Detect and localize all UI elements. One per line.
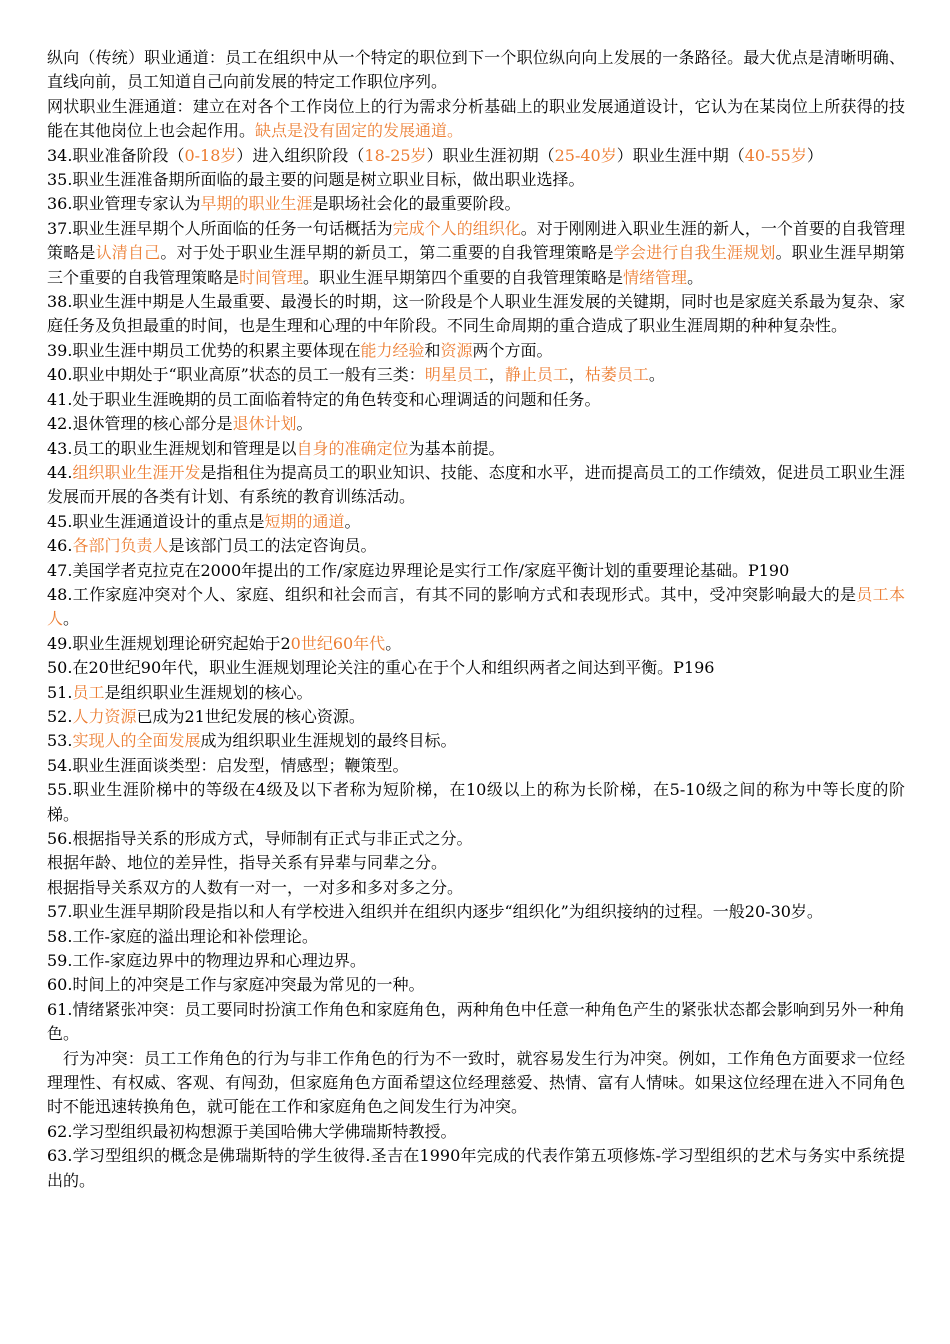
paragraph: [47, 851, 905, 875]
paragraph: [47, 1144, 905, 1193]
text-segment: 是该部门员工的法定咨询员。: [168, 536, 377, 556]
text-segment: 。: [385, 633, 402, 653]
text-segment: 。对于刚刚进入职业生涯的新人，一个首要的自我管理策略是: [47, 218, 905, 263]
text-segment: 两个方面。: [472, 340, 553, 360]
text-segment: ）进入组织阶段（: [236, 145, 365, 165]
highlighted-text: 静止员工: [504, 365, 569, 385]
paragraph: [47, 290, 905, 339]
highlighted-text: 18-25岁: [364, 145, 427, 165]
text-segment: 62.学习型组织最初构想源于美国哈佛大学佛瑞斯特教授。: [47, 1121, 457, 1141]
text-segment: 是指租住为提高员工的职业知识、技能、态度和水平，进而提高员工的工作绩效，促进员工职业生涯发展而开展的各类有计划、有系统的教育训练活动。: [47, 462, 905, 507]
text-segment: 44.: [47, 462, 73, 482]
text-segment: ）职业生涯中期（: [616, 145, 745, 165]
highlighted-text: 0-18岁: [184, 145, 237, 165]
text-segment: 60.时间上的冲突是工作与家庭冲突最为常见的一种。: [47, 975, 425, 995]
paragraph: [47, 192, 905, 216]
text-segment: 38.职业生涯中期是人生最重要、最漫长的时期，这一阶段是个人职业生涯发展的关键期，同时也是家庭关系最为复杂、家庭任务及负担最重的时间，也是生理和心理的中年阶段。不同生命周期的重合造成了职业生涯周期的种种复杂性。: [47, 292, 905, 336]
paragraph: [47, 973, 905, 997]
paragraph: [47, 729, 905, 753]
highlighted-text: 自身的准确定位: [296, 438, 409, 458]
highlighted-text: 人力资源: [72, 706, 137, 726]
paragraph: [47, 876, 905, 900]
text-segment: 58.工作-家庭的溢出理论和补偿理论。: [47, 926, 318, 946]
text-segment: ）: [806, 145, 823, 165]
text-segment: 。: [296, 414, 313, 434]
text-segment: 36.职业管理专家认为: [47, 194, 201, 214]
paragraph: [47, 461, 905, 510]
paragraph: [47, 95, 905, 144]
paragraph: [47, 998, 905, 1047]
text-segment: 43.员工的职业生涯规划和管理是以: [47, 438, 297, 458]
text-segment: 。: [648, 365, 665, 385]
text-segment: 39.职业生涯中期员工优势的积累主要体现在: [47, 340, 361, 360]
highlighted-text: 明星员工: [424, 365, 489, 385]
text-segment: 纵向（传统）职业通道：员工在组织中从一个特定的职位到下一个职位纵向向上发展的一条路径。最大优点是清晰明确、直线向前，员工知道自己向前发展的特定工作职位序列。: [47, 48, 905, 92]
text-segment: 根据年龄、地位的差异性，指导关系有异辈与同辈之分。: [47, 853, 448, 873]
highlighted-text: 缺点是没有固定的发展通道。: [255, 121, 464, 141]
text-segment: 。职业生涯早期第三个重要的自我管理策略是: [47, 243, 905, 287]
text-segment: 55.职业生涯阶梯中的等级在4级及以下者称为短阶梯，在10级以上的称为长阶梯，在5-10级之间的称为中等长度的阶梯。: [47, 780, 905, 824]
paragraph: [47, 510, 905, 534]
highlighted-text: 实现人的全面发展: [72, 731, 201, 751]
paragraph: [47, 46, 905, 95]
text-segment: 51.: [47, 682, 73, 702]
text-segment: 48.工作家庭冲突对个人、家庭、组织和社会而言，有其不同的影响方式和表现形式。其中，受冲突影响最大的是: [47, 584, 857, 604]
highlighted-text: 资源: [440, 340, 473, 360]
highlighted-text: 完成个人的组织化: [392, 218, 521, 238]
paragraph: [47, 144, 905, 168]
text-segment: 54.职业生涯面谈类型：启发型，情感型；鞭策型。: [47, 755, 409, 775]
paragraph: [47, 900, 905, 924]
paragraph: [47, 681, 905, 705]
highlighted-text: 时间管理: [239, 267, 304, 287]
paragraph: [47, 534, 905, 558]
paragraph: [47, 1120, 905, 1144]
text-segment: 成为组织职业生涯规划的最终目标。: [200, 731, 457, 751]
text-segment: 47.美国学者克拉克在2000年提出的工作/家庭边界理论是实行工作/家庭平衡计划的重要理论基础。P190: [47, 560, 790, 580]
text-segment: 。对于处于职业生涯早期的新员工，第二重要的自我管理策略是: [160, 243, 614, 263]
text-segment: 53.: [47, 731, 73, 751]
paragraph: [47, 827, 905, 851]
highlighted-text: 25-40岁: [554, 145, 617, 165]
text-segment: 。: [687, 267, 704, 287]
paragraph: [47, 339, 905, 363]
text-segment: 41.处于职业生涯晚期的员工面临着特定的角色转变和心理调适的问题和任务。: [47, 389, 601, 409]
text-segment: 网状职业生涯通道：建立在对各个工作岗位上的行为需求分析基础上的职业发展通道设计，它认为在某岗位上所获得的技能在其他岗位上也会起作用。: [47, 96, 905, 141]
text-segment: 是组织职业生涯规划的核心。: [104, 682, 313, 702]
paragraph: [47, 632, 905, 656]
text-segment: 52.: [47, 706, 73, 726]
paragraph: [47, 168, 905, 192]
text-segment: 40.职业中期处于“职业高原”状态的员工一般有三类：: [47, 365, 425, 385]
text-segment: 61.情绪紧张冲突：员工要同时扮演工作角色和家庭角色，两种角色中任意一种角色产生的紧张状态都会影响到另外一种角色。: [47, 999, 905, 1044]
text-segment: 45.职业生涯通道设计的重点是: [47, 511, 265, 531]
highlighted-text: 短期的通道: [264, 511, 345, 531]
highlighted-text: 各部门负责人: [72, 536, 169, 556]
text-segment: 37.职业生涯早期个人所面临的任务一句话概括为: [47, 218, 393, 238]
text-segment: ，: [488, 365, 505, 385]
text-segment: 63.学习型组织的概念是佛瑞斯特的学生彼得.圣吉在1990年完成的代表作第五项修炼-学习型组织的艺术与务实中系统提出的。: [47, 1146, 905, 1190]
highlighted-text: 能力经验: [360, 340, 425, 360]
text-segment: ，: [568, 365, 585, 385]
paragraph: [47, 363, 905, 387]
paragraph: [47, 778, 905, 827]
text-segment: 。: [63, 609, 80, 629]
text-segment: 35.职业生涯准备期所面临的最主要的问题是树立职业目标，做出职业选择。: [47, 170, 585, 190]
text-segment: 行为冲突：员工工作角色的行为与非工作角色的行为不一致时，就容易发生行为冲突。例如，工作角色方面要求一位经理理性、有权威、客观、有闯劲，但家庭角色方面希望这位经理慈爱、热情、富有人情味。如果这位经理在进入不同角色时不能迅速转换角色，就可能在工作和家庭角色之间发生行为冲突。: [47, 1048, 905, 1117]
paragraph: [47, 217, 905, 290]
highlighted-text: 认清自己: [95, 243, 161, 263]
text-segment: 34.职业准备阶段（: [47, 145, 185, 165]
text-segment: 42.退休管理的核心部分是: [47, 414, 233, 434]
text-segment: 是职场社会化的最重要阶段。: [312, 194, 521, 214]
highlighted-text: 早期的职业生涯: [200, 194, 313, 214]
text-segment: 46.: [47, 536, 73, 556]
paragraph: [47, 705, 905, 729]
paragraph: [47, 388, 905, 412]
document-body: [47, 46, 905, 1193]
text-segment: 50.在20世纪90年代，职业生涯规划理论关注的重心在于个人和组织两者之间达到平衡。P196: [47, 658, 715, 678]
highlighted-text: 员工本人: [47, 584, 905, 629]
paragraph: [47, 1047, 905, 1120]
highlighted-text: 情绪管理: [623, 267, 688, 287]
highlighted-text: 退休计划: [232, 414, 297, 434]
text-segment: 。: [344, 511, 361, 531]
paragraph: [47, 437, 905, 461]
text-segment: 56.根据指导关系的形成方式，导师制有正式与非正式之分。: [47, 829, 473, 848]
text-segment: 49.职业生涯规划理论研究起始于2: [47, 633, 291, 653]
paragraph: [47, 656, 905, 680]
highlighted-text: 员工: [72, 682, 105, 702]
highlighted-text: 学会进行自我生涯规划: [613, 243, 776, 263]
highlighted-text: 40-55岁: [744, 145, 807, 165]
paragraph: [47, 412, 905, 436]
paragraph: [47, 754, 905, 778]
text-segment: 根据指导关系双方的人数有一对一，一对多和多对多之分。: [47, 877, 464, 897]
text-segment: 已成为21世纪发展的核心资源。: [136, 706, 365, 726]
paragraph: [47, 583, 905, 632]
paragraph: [47, 925, 905, 949]
paragraph: [47, 559, 905, 583]
text-segment: ）职业生涯初期（: [426, 145, 555, 165]
text-segment: 。职业生涯早期第四个重要的自我管理策略是: [303, 267, 624, 287]
highlighted-text: 0世纪60年代: [290, 633, 386, 653]
text-segment: 为基本前提。: [408, 438, 505, 458]
text-segment: 和: [424, 340, 441, 360]
text-segment: 59.工作-家庭边界中的物理边界和心理边界。: [47, 951, 366, 971]
text-segment: 57.职业生涯早期阶段是指以和人有学校进入组织并在组织内逐步“组织化”为组织接纳的过程。一般20-30岁。: [47, 902, 823, 922]
paragraph: [47, 949, 905, 973]
highlighted-text: 枯萎员工: [584, 365, 649, 385]
highlighted-text: 组织职业生涯开发: [72, 462, 201, 482]
